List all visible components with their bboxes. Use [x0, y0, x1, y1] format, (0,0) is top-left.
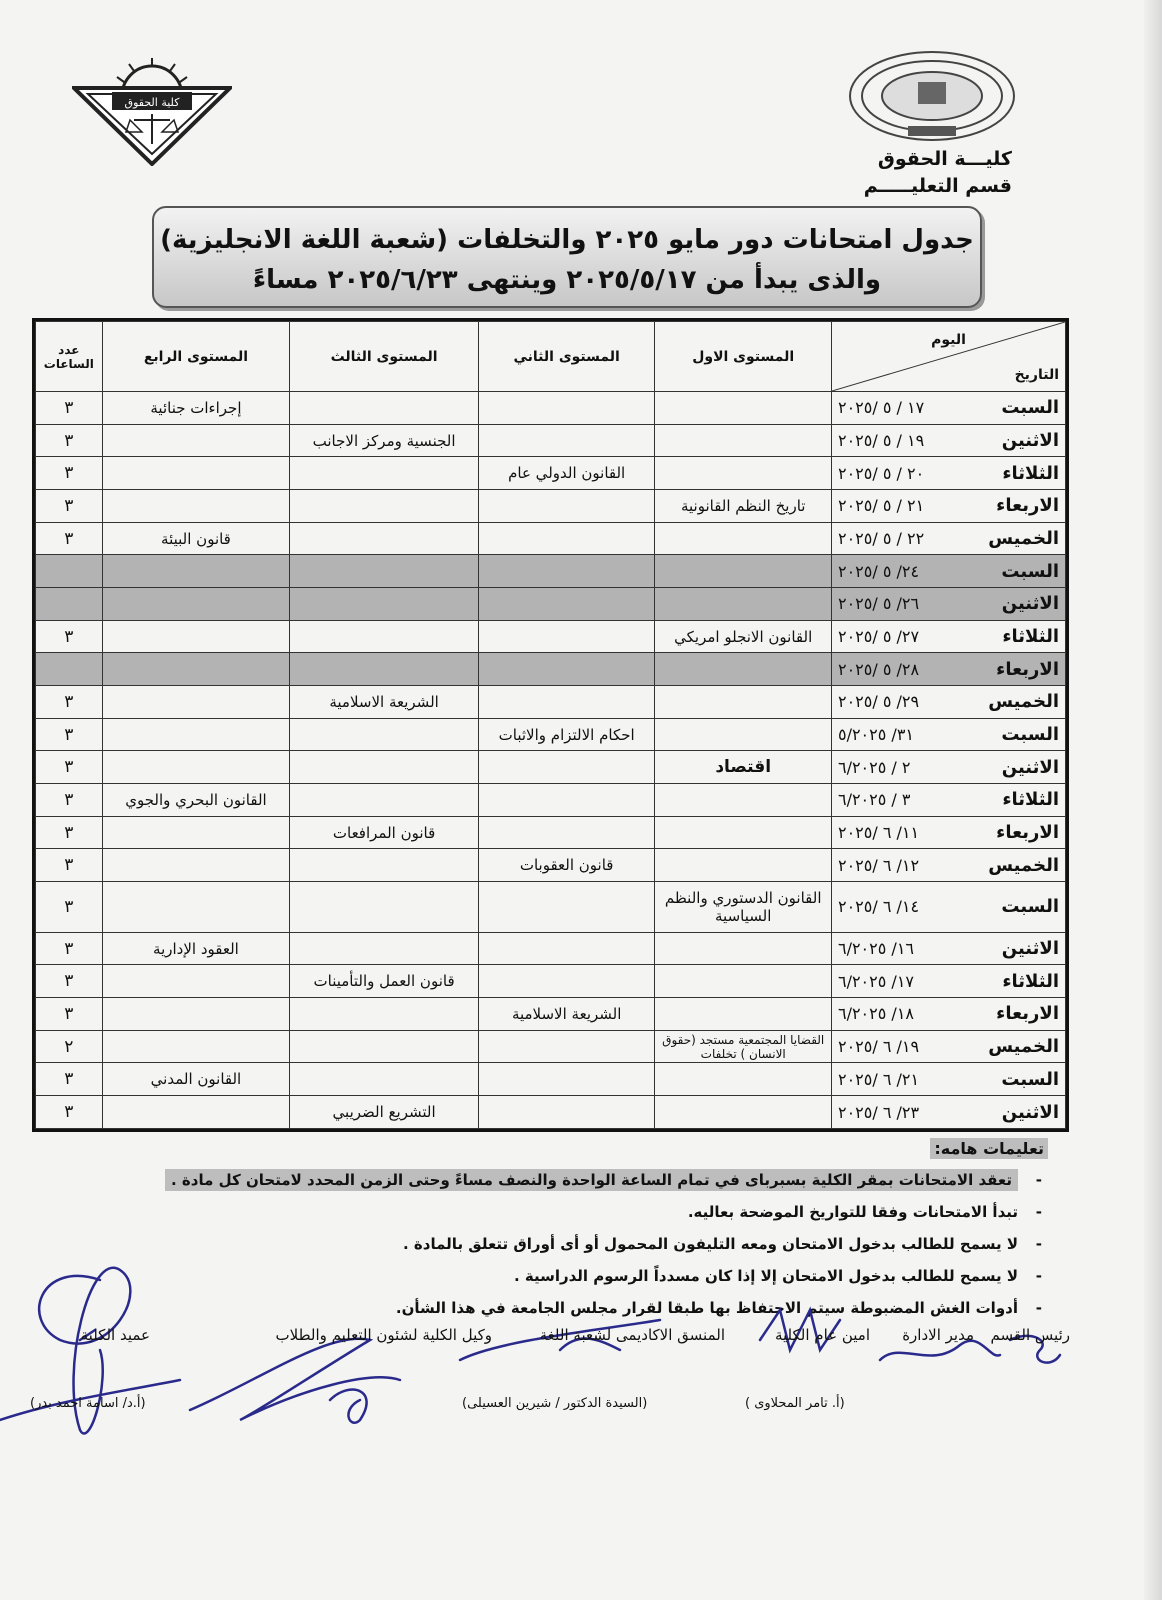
level4-cell: إجراءات جنائية	[102, 392, 290, 425]
level4-cell	[102, 588, 290, 621]
level3-cell	[290, 588, 479, 621]
table-row	[36, 522, 1066, 555]
scan-edge	[1144, 0, 1162, 1600]
instruction-item: - تبدأ الامتحانات وفقا للتواريخ الموضحة بعاليه.	[0, 1198, 1048, 1230]
day-cell: السبت	[981, 1063, 1066, 1096]
table-row	[36, 1096, 1066, 1129]
level3-cell: قانون العمل والتأمينات	[290, 965, 479, 998]
secretary-title: امين عام الكلية	[774, 1326, 870, 1344]
hours-cell: ٣	[36, 784, 103, 817]
date-cell: ٣١/ ٥/٢٠٢٥	[831, 718, 980, 751]
table-row	[36, 653, 1066, 686]
level3-header: المستوى الثالث	[290, 322, 479, 392]
secretary-name: ( أ. تامر المحلاوى)	[745, 1396, 845, 1411]
instruction-item: - لا يسمح للطالب بدخول الامتحان ومعه التليفون المحمول أو أى أوراق تتعلق بالمادة .	[0, 1230, 1048, 1262]
day-cell: الثلاثاء	[981, 457, 1066, 490]
level3-cell	[290, 653, 479, 686]
date-cell: ٢٩/ ٥ /٢٠٢٥	[831, 686, 980, 719]
hours-header: عدد الساعات	[36, 322, 103, 392]
level2-header: المستوى الثاني	[478, 322, 655, 392]
department-name: قسم التعليـــــم	[863, 175, 1012, 197]
date-cell: ٢٤/ ٥ /٢٠٢٥	[831, 555, 980, 588]
level3-cell	[290, 522, 479, 555]
level2-cell	[478, 816, 655, 849]
date-cell: ٣ / ٦/٢٠٢٥	[831, 784, 980, 817]
hours-cell: ٣	[36, 457, 103, 490]
instructions-title: تعليمات هامه:	[930, 1138, 1048, 1159]
date-cell: ٢١ / ٥ /٢٠٢٥	[831, 490, 980, 523]
table-row	[36, 588, 1066, 621]
level3-cell	[290, 1063, 479, 1096]
day-cell: الثلاثاء	[981, 784, 1066, 817]
level4-cell	[102, 1096, 290, 1129]
level1-cell	[655, 686, 832, 719]
level1-cell	[655, 424, 832, 457]
level2-cell	[478, 424, 655, 457]
level1-cell	[655, 849, 832, 882]
table-row	[36, 490, 1066, 523]
level3-cell	[290, 555, 479, 588]
level3-cell	[290, 392, 479, 425]
level3-cell: الجنسية ومركز الاجانب	[290, 424, 479, 457]
level4-cell	[102, 751, 290, 784]
day-cell: الاربعاء	[981, 653, 1066, 686]
day-cell: السبت	[981, 392, 1066, 425]
level1-cell	[655, 588, 832, 621]
hours-cell: ٣	[36, 816, 103, 849]
level3-cell	[290, 457, 479, 490]
level4-cell	[102, 849, 290, 882]
hours-cell	[36, 653, 103, 686]
level1-cell	[655, 1063, 832, 1096]
table-row	[36, 555, 1066, 588]
level2-cell	[478, 522, 655, 555]
university-seal	[848, 50, 1016, 142]
level2-cell: الشريعة الاسلامية	[478, 998, 655, 1031]
signature-names	[0, 1396, 1162, 1420]
level1-cell	[655, 998, 832, 1031]
hours-cell: ٣	[36, 932, 103, 965]
level1-cell: تاريخ النظم القانونية	[655, 490, 832, 523]
level1-cell	[655, 718, 832, 751]
level3-cell	[290, 849, 479, 882]
title-line-1: جدول امتحانات دور مايو ٢٠٢٥ والتخلفات (شعبة اللغة الانجليزية)	[160, 225, 974, 255]
day-cell: السبت	[981, 718, 1066, 751]
level4-cell: القانون المدني	[102, 1063, 290, 1096]
date-cell: ٢٣/ ٦ /٢٠٢٥	[831, 1096, 980, 1129]
table-row	[36, 686, 1066, 719]
table-row	[36, 457, 1066, 490]
hours-cell: ٣	[36, 998, 103, 1031]
faculty-name: كليـــة الحقوق	[877, 148, 1012, 170]
level2-cell	[478, 653, 655, 686]
hours-cell: ٣	[36, 1063, 103, 1096]
level4-cell	[102, 965, 290, 998]
hours-cell: ٣	[36, 751, 103, 784]
level4-cell: القانون البحري والجوي	[102, 784, 290, 817]
date-cell: ١٨/ ٦/٢٠٢٥	[831, 998, 980, 1031]
date-cell: ١٦/ ٦/٢٠٢٥	[831, 932, 980, 965]
level2-cell	[478, 1063, 655, 1096]
instruction-item: - لا يسمح للطالب بدخول الامتحان إلا إذا كان مسدداً الرسوم الدراسية .	[0, 1262, 1048, 1294]
level2-cell: احكام الالتزام والاثبات	[478, 718, 655, 751]
level4-cell: العقود الإدارية	[102, 932, 290, 965]
date-cell: ٢٧/ ٥ /٢٠٢٥	[831, 620, 980, 653]
hours-cell: ٣	[36, 490, 103, 523]
level2-cell	[478, 620, 655, 653]
coordinator-title: المنسق الاكاديمى لشعبة اللغة	[539, 1326, 725, 1344]
day-cell: الاثنين	[981, 424, 1066, 457]
exam-schedule-table	[32, 318, 1069, 1132]
day-header: اليوم	[931, 332, 966, 348]
level3-cell	[290, 718, 479, 751]
instruction-item: - أدوات الغش المضبوطة سيتم الاحتفاظ بها طبقا لقرار مجلس الجامعة في هذا الشأن.	[0, 1294, 1048, 1326]
schedule-body	[36, 392, 1066, 1129]
hours-cell: ٣	[36, 522, 103, 555]
level3-cell	[290, 998, 479, 1031]
hours-cell: ٣	[36, 718, 103, 751]
level2-cell	[478, 751, 655, 784]
table-row	[36, 882, 1066, 933]
level2-cell	[478, 392, 655, 425]
faculty-logo	[72, 56, 232, 166]
table-row	[36, 965, 1066, 998]
table-row	[36, 1063, 1066, 1096]
level4-cell: قانون البيئة	[102, 522, 290, 555]
date-cell: ١٩ / ٥ /٢٠٢٥	[831, 424, 980, 457]
level2-cell	[478, 588, 655, 621]
date-cell: ١١/ ٦ /٢٠٢٥	[831, 816, 980, 849]
level3-cell	[290, 1030, 479, 1063]
level1-cell	[655, 1096, 832, 1129]
day-cell: الاثنين	[981, 1096, 1066, 1129]
date-cell: ٢١/ ٦ /٢٠٢٥	[831, 1063, 980, 1096]
admin-director-title: مدير الادارة	[902, 1326, 974, 1344]
table-row	[36, 816, 1066, 849]
level3-cell	[290, 751, 479, 784]
level3-cell	[290, 882, 479, 933]
level4-header: المستوى الرابع	[102, 322, 290, 392]
table-row	[36, 1030, 1066, 1063]
date-cell: ١٧/ ٦/٢٠٢٥	[831, 965, 980, 998]
level3-cell	[290, 932, 479, 965]
level1-header: المستوى الاول	[655, 322, 832, 392]
logo-text: كلية الحقوق	[124, 96, 180, 109]
level1-cell	[655, 555, 832, 588]
instruction-item: - تعقد الامتحانات بمقر الكلية بسبرباى في تمام الساعة الواحدة والنصف مساءً وحتى الزمن المحدد لامتحان كل مادة .	[0, 1166, 1048, 1198]
day-cell: الخميس	[981, 686, 1066, 719]
signature-titles	[30, 1326, 1070, 1350]
day-date-header	[831, 322, 1065, 392]
level1-cell	[655, 392, 832, 425]
day-cell: الثلاثاء	[981, 620, 1066, 653]
level3-cell	[290, 490, 479, 523]
level1-cell: القانون الدستوري والنظم السياسية	[655, 882, 832, 933]
level3-cell	[290, 620, 479, 653]
faculty-block	[812, 146, 1012, 200]
title-box	[152, 206, 982, 308]
level4-cell	[102, 490, 290, 523]
table-row	[36, 784, 1066, 817]
day-cell: الاثنين	[981, 932, 1066, 965]
level2-cell	[478, 1096, 655, 1129]
table-row	[36, 998, 1066, 1031]
date-cell: ١٩/ ٦ /٢٠٢٥	[831, 1030, 980, 1063]
level4-cell	[102, 555, 290, 588]
level4-cell	[102, 882, 290, 933]
date-cell: ١٧ / ٥ /٢٠٢٥	[831, 392, 980, 425]
date-header: التاريخ	[1014, 367, 1059, 383]
level2-cell	[478, 686, 655, 719]
title-line-2: والذى يبدأ من ٢٠٢٥/٥/١٧ وينتهى ٢٠٢٥/٦/٢٣ مساءً	[252, 265, 882, 295]
table-row	[36, 718, 1066, 751]
level1-cell	[655, 784, 832, 817]
level2-cell	[478, 965, 655, 998]
hours-cell: ٣	[36, 686, 103, 719]
table-row	[36, 751, 1066, 784]
level1-cell	[655, 932, 832, 965]
table-row	[36, 932, 1066, 965]
coordinator-name: (السيدة الدكتور / شيرين العسيلى)	[462, 1396, 648, 1411]
level4-cell	[102, 653, 290, 686]
level3-cell: التشريع الضريبي	[290, 1096, 479, 1129]
hours-cell: ٣	[36, 849, 103, 882]
date-cell: ٢٠ / ٥ /٢٠٢٥	[831, 457, 980, 490]
hours-cell: ٣	[36, 1096, 103, 1129]
instructions-list	[0, 1166, 1048, 1326]
level2-cell: قانون العقوبات	[478, 849, 655, 882]
hours-cell	[36, 555, 103, 588]
hours-cell: ٣	[36, 620, 103, 653]
day-cell: الاثنين	[981, 588, 1066, 621]
day-cell: الاربعاء	[981, 998, 1066, 1031]
level3-cell: قانون المرافعات	[290, 816, 479, 849]
level3-cell: الشريعة الاسلامية	[290, 686, 479, 719]
level4-cell	[102, 1030, 290, 1063]
level2-cell: القانون الدولي عام	[478, 457, 655, 490]
level1-cell	[655, 653, 832, 686]
level4-cell	[102, 424, 290, 457]
level2-cell	[478, 882, 655, 933]
dean-name: (أ.د/ اسامة احمد بدر)	[30, 1396, 146, 1411]
day-cell: الاثنين	[981, 751, 1066, 784]
dept-head-title: رئيس القسم	[990, 1326, 1070, 1344]
vice-dean-title: وكيل الكلية لشئون التعليم والطلاب	[275, 1326, 492, 1344]
hours-cell: ٣	[36, 882, 103, 933]
date-cell: ١٢/ ٦ /٢٠٢٥	[831, 849, 980, 882]
level4-cell	[102, 457, 290, 490]
level1-cell	[655, 816, 832, 849]
date-cell: ٢٦/ ٥ /٢٠٢٥	[831, 588, 980, 621]
date-cell: ٢٢ / ٥ /٢٠٢٥	[831, 522, 980, 555]
day-cell: السبت	[981, 882, 1066, 933]
level4-cell	[102, 686, 290, 719]
day-cell: الاربعاء	[981, 490, 1066, 523]
level1-cell: القانون الانجلو امريكي	[655, 620, 832, 653]
level1-cell	[655, 522, 832, 555]
level4-cell	[102, 998, 290, 1031]
level1-cell	[655, 965, 832, 998]
level2-cell	[478, 490, 655, 523]
hours-cell	[36, 588, 103, 621]
level1-cell: اقتصاد	[655, 751, 832, 784]
day-cell: الاربعاء	[981, 816, 1066, 849]
table-row	[36, 849, 1066, 882]
date-cell: ١٤/ ٦ /٢٠٢٥	[831, 882, 980, 933]
level2-cell	[478, 1030, 655, 1063]
day-cell: الثلاثاء	[981, 965, 1066, 998]
level4-cell	[102, 718, 290, 751]
hours-cell: ٣	[36, 424, 103, 457]
table-row	[36, 620, 1066, 653]
date-cell: ٢٨/ ٥ /٢٠٢٥	[831, 653, 980, 686]
day-cell: الخميس	[981, 1030, 1066, 1063]
level4-cell	[102, 620, 290, 653]
dean-title: عميد الكلية	[80, 1326, 150, 1344]
level3-cell	[290, 784, 479, 817]
level2-cell	[478, 932, 655, 965]
level1-cell	[655, 457, 832, 490]
day-cell: السبت	[981, 555, 1066, 588]
hours-cell: ٣	[36, 965, 103, 998]
day-cell: الخميس	[981, 849, 1066, 882]
date-cell: ٢ / ٦/٢٠٢٥	[831, 751, 980, 784]
hours-cell: ٢	[36, 1030, 103, 1063]
table-row	[36, 392, 1066, 425]
day-cell: الخميس	[981, 522, 1066, 555]
table-row	[36, 424, 1066, 457]
hours-cell: ٣	[36, 392, 103, 425]
level1-cell: القضايا المجتمعية مستجد (حقوق الانسان ) تخلفات	[655, 1030, 832, 1063]
level2-cell	[478, 555, 655, 588]
level4-cell	[102, 816, 290, 849]
level2-cell	[478, 784, 655, 817]
